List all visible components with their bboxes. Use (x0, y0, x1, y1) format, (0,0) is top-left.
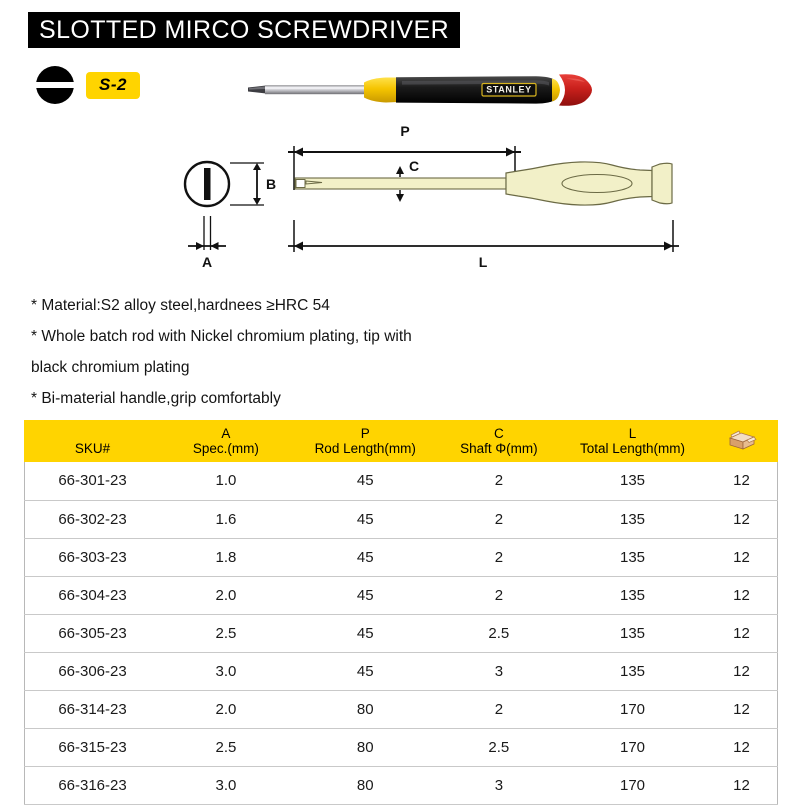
table-row (25, 728, 778, 766)
cell-packing-qty: 12 (706, 728, 778, 766)
cell-sku: 66-304-23 (25, 576, 161, 614)
cell-spec-a: 1.8 (160, 538, 292, 576)
spec-table (24, 420, 778, 805)
table-header-row (25, 420, 778, 462)
table-row (25, 766, 778, 804)
table-body (25, 462, 778, 804)
cell-shaft-dia: 2.5 (439, 728, 559, 766)
product-photo (236, 62, 628, 118)
column-header-rod-length-p (292, 420, 439, 462)
feature-item: black chromium plating (31, 359, 190, 376)
cell-rod-length: 45 (292, 576, 439, 614)
cell-total-length: 135 (559, 500, 706, 538)
cell-packing-qty: 12 (706, 690, 778, 728)
table-row (25, 462, 778, 500)
cell-total-length: 170 (559, 728, 706, 766)
cell-shaft-dia: 2 (439, 538, 559, 576)
cell-sku: 66-305-23 (25, 614, 161, 652)
cell-spec-a: 2.5 (160, 614, 292, 652)
cell-total-length: 170 (559, 766, 706, 804)
cell-rod-length: 45 (292, 652, 439, 690)
dimension-label-L: L (478, 254, 488, 270)
cell-rod-length: 45 (292, 500, 439, 538)
cell-rod-length: 80 (292, 690, 439, 728)
cell-total-length: 170 (559, 690, 706, 728)
cell-shaft-dia: 2 (439, 690, 559, 728)
cell-rod-length: 80 (292, 766, 439, 804)
cell-sku: 66-314-23 (25, 690, 161, 728)
cell-sku: 66-303-23 (25, 538, 161, 576)
column-header-spec-a (160, 420, 292, 462)
column-header-sku (25, 420, 161, 462)
cell-rod-length: 80 (292, 728, 439, 766)
column-header-label: Rod Length(mm) (314, 441, 416, 456)
dimension-label-A: A (201, 254, 213, 270)
feature-item: * Bi-material handle,grip comfortably (31, 390, 281, 407)
cell-sku: 66-315-23 (25, 728, 161, 766)
cell-total-length: 135 (559, 652, 706, 690)
cell-spec-a: 3.0 (160, 766, 292, 804)
carton-box-icon (727, 430, 757, 452)
dimension-label-P: P (400, 124, 410, 139)
cell-packing-qty: 12 (706, 614, 778, 652)
column-header-symbol: L (628, 426, 637, 441)
column-header-symbol: A (221, 426, 231, 441)
cell-packing-qty: 12 (706, 652, 778, 690)
cell-packing-qty: 12 (706, 538, 778, 576)
table-row (25, 500, 778, 538)
feature-item: * Material:S2 alloy steel,hardnees ≥HRC 54 (31, 297, 330, 314)
cell-spec-a: 2.0 (160, 690, 292, 728)
cell-sku: 66-301-23 (25, 462, 161, 500)
cell-packing-qty: 12 (706, 462, 778, 500)
page-title: SLOTTED MIRCO SCREWDRIVER (39, 15, 450, 44)
column-header-label: Spec.(mm) (192, 441, 259, 456)
cell-spec-a: 1.0 (160, 462, 292, 500)
cell-total-length: 135 (559, 576, 706, 614)
column-header-symbol: P (360, 426, 370, 441)
slotted-tip-icon (36, 66, 74, 104)
column-header-packing-qty (706, 420, 778, 462)
cell-sku: 66-306-23 (25, 652, 161, 690)
column-header-label: Total Length(mm) (579, 441, 686, 456)
table-row (25, 614, 778, 652)
cell-shaft-dia: 2.5 (439, 614, 559, 652)
table-row (25, 576, 778, 614)
svg-text:STANLEY: STANLEY (486, 84, 532, 95)
cell-sku: 66-316-23 (25, 766, 161, 804)
spec-table-container (24, 420, 778, 805)
cell-shaft-dia: 2 (439, 576, 559, 614)
cell-total-length: 135 (559, 462, 706, 500)
column-header-total-length-l (559, 420, 706, 462)
cell-sku: 66-302-23 (25, 500, 161, 538)
cell-spec-a: 3.0 (160, 652, 292, 690)
cell-shaft-dia: 2 (439, 462, 559, 500)
cell-rod-length: 45 (292, 538, 439, 576)
badge-row (36, 66, 140, 104)
column-header-shaft-c (439, 420, 559, 462)
cell-total-length: 135 (559, 538, 706, 576)
cell-rod-length: 45 (292, 614, 439, 652)
cell-spec-a: 2.5 (160, 728, 292, 766)
cell-shaft-dia: 2 (439, 500, 559, 538)
cell-rod-length: 45 (292, 462, 439, 500)
column-header-label: SKU# (74, 440, 111, 456)
technical-drawing (160, 124, 730, 272)
feature-item: * Whole batch rod with Nickel chromium plating, tip with (31, 328, 412, 345)
cell-packing-qty: 12 (706, 766, 778, 804)
page-title-bar (28, 12, 460, 48)
column-header-label: Shaft Φ(mm) (460, 441, 538, 456)
cell-packing-qty: 12 (706, 576, 778, 614)
cell-spec-a: 2.0 (160, 576, 292, 614)
cell-spec-a: 1.6 (160, 500, 292, 538)
cell-total-length: 135 (559, 614, 706, 652)
feature-list (31, 290, 551, 414)
table-row (25, 652, 778, 690)
column-header-symbol: C (493, 426, 504, 441)
table-row (25, 538, 778, 576)
cell-shaft-dia: 3 (439, 652, 559, 690)
dimension-label-B: B (265, 176, 277, 192)
cell-packing-qty: 12 (706, 500, 778, 538)
dimension-label-C: C (408, 158, 420, 174)
steel-grade-badge: S-2 (86, 72, 140, 99)
cell-shaft-dia: 3 (439, 766, 559, 804)
table-row (25, 690, 778, 728)
